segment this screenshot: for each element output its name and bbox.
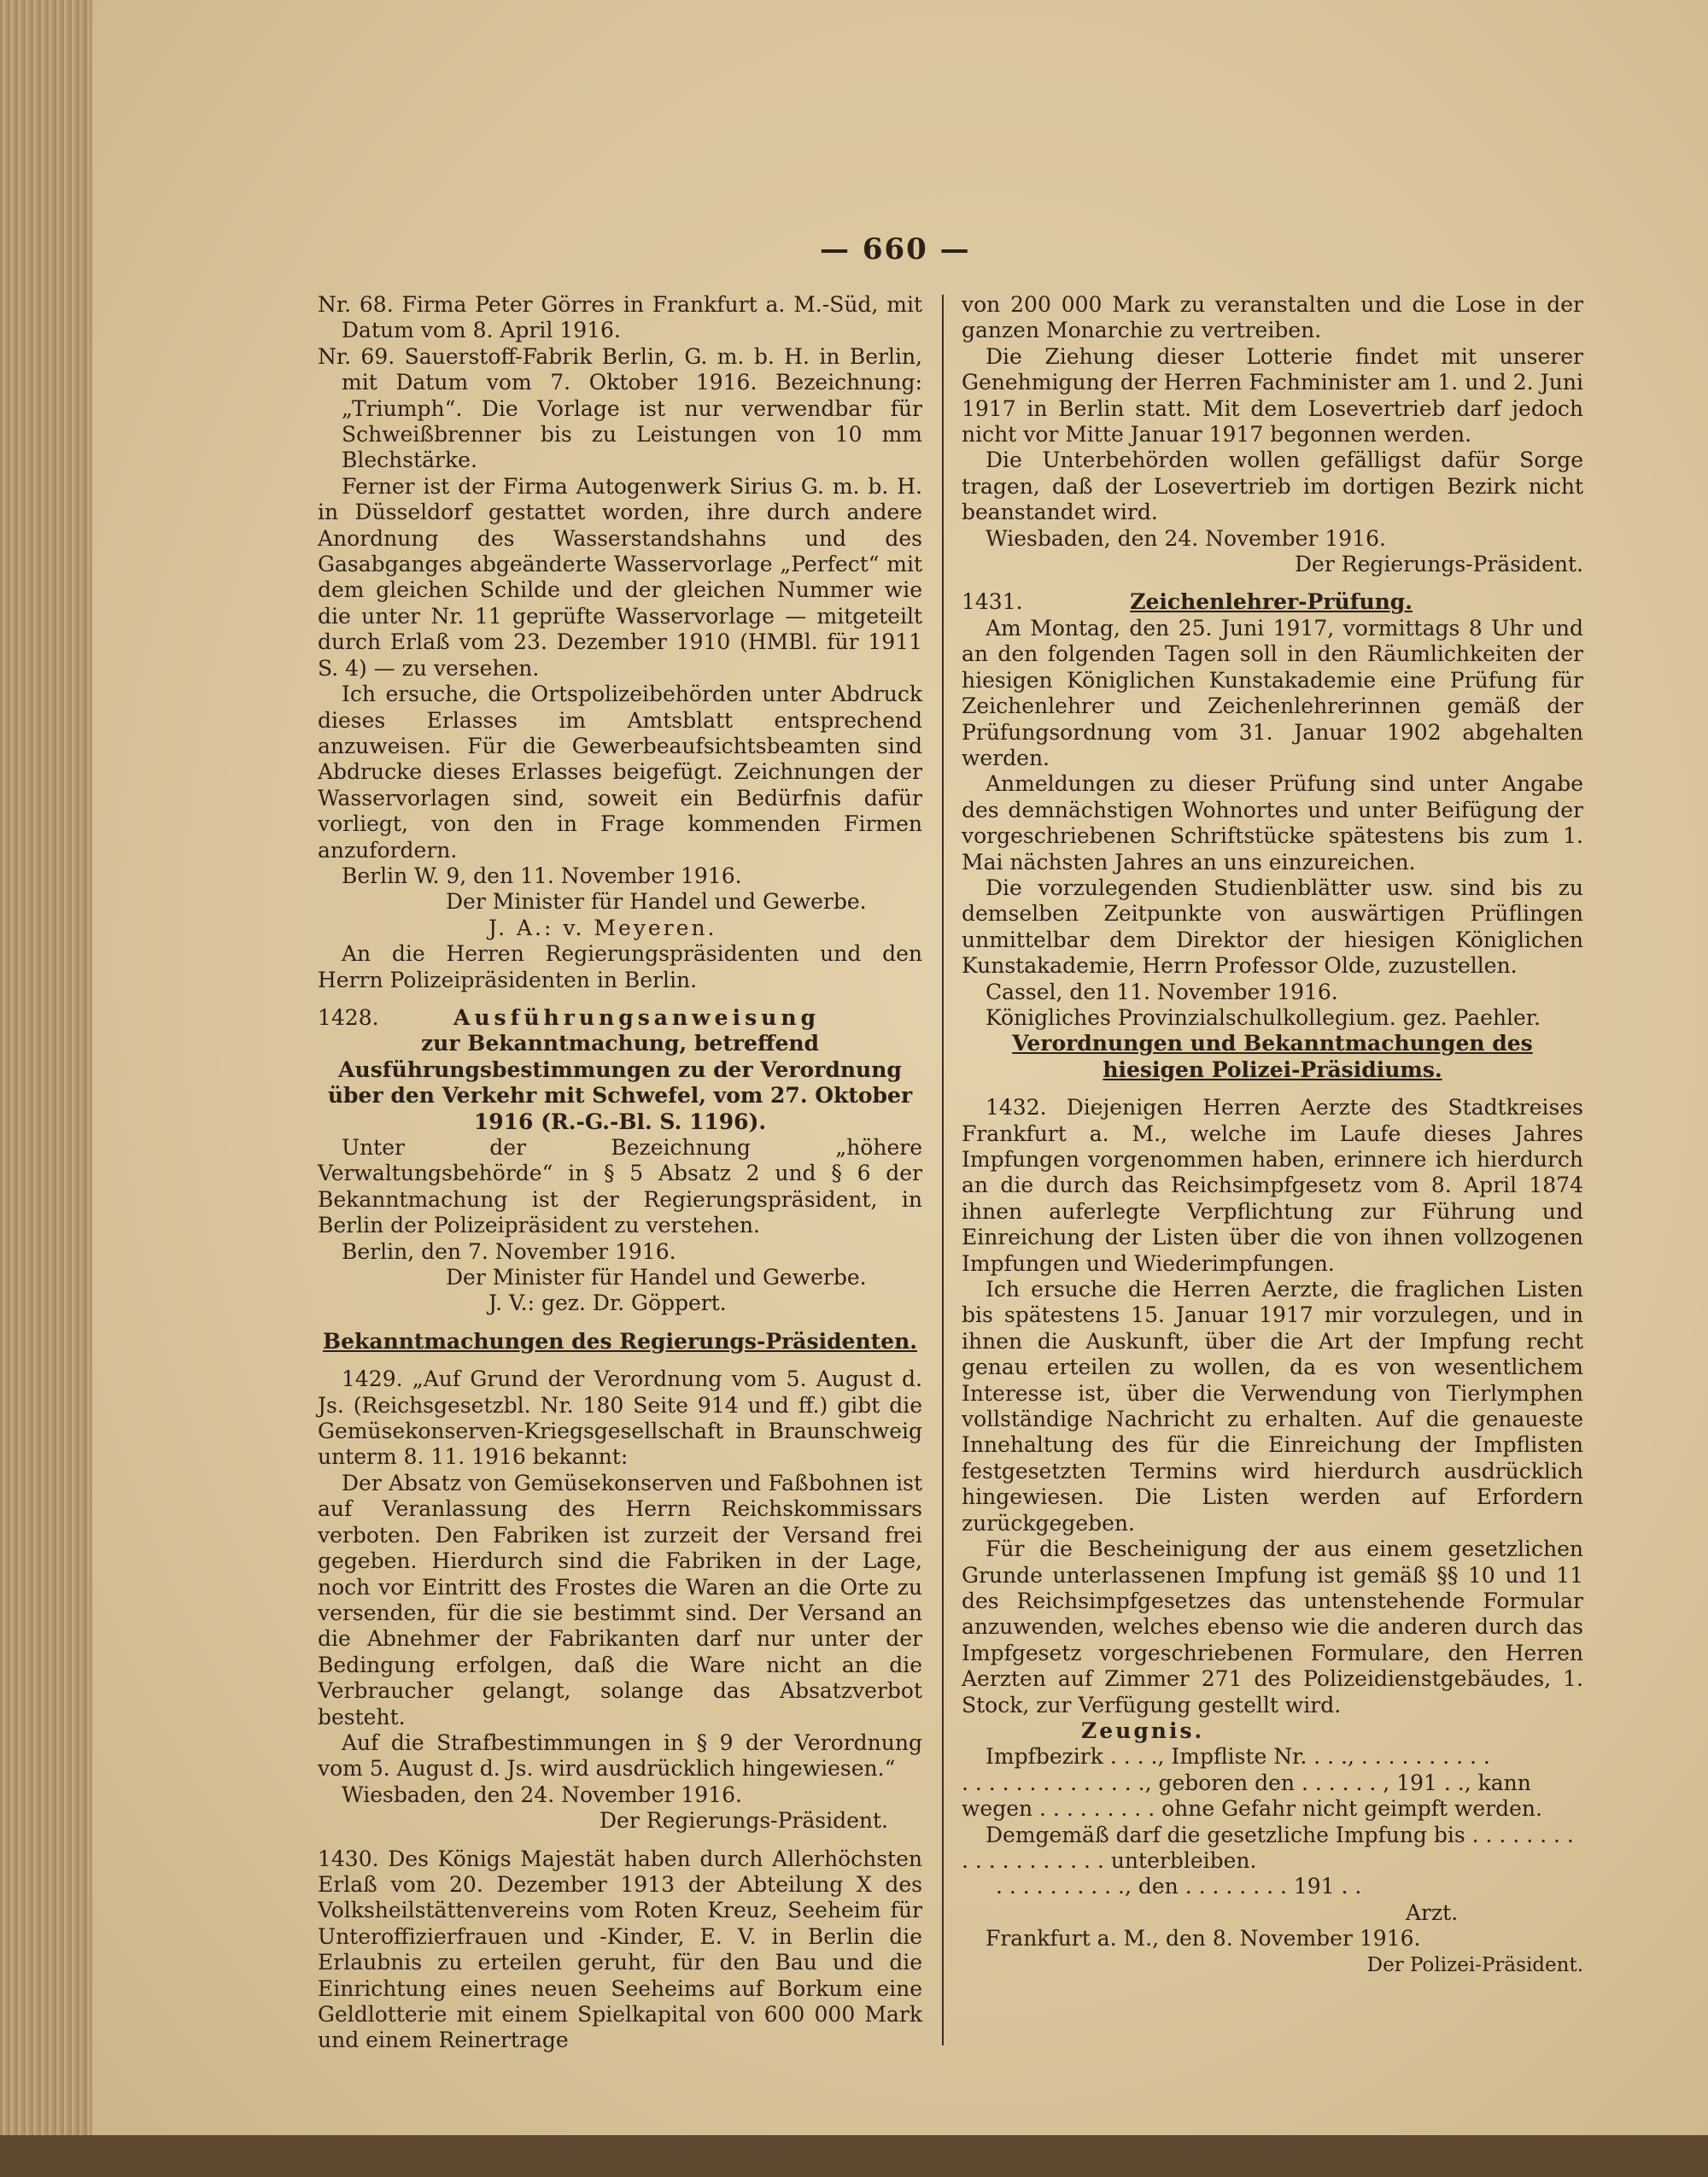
- column-divider: [942, 295, 944, 2045]
- item-heading: Ausführungsanweisung: [453, 1004, 820, 1030]
- paragraph: Auf die Strafbestimmungen in § 9 der Verordnung vom 5. August d. Js. wird ausdrücklich hingewiesen.“: [318, 1729, 922, 1782]
- signature: Der Regierungs-Präsident.: [600, 1808, 888, 1834]
- form-line: Arzt.: [1406, 1899, 1459, 1925]
- section-heading: Bekanntmachungen des Regierungs-Präsidenten.: [323, 1328, 917, 1354]
- paragraph: 1429. „Auf Grund der Verordnung vom 5. August d. Js. (Reichsgesetzbl. Nr. 180 Seite 914 und ff.) gibt die Gemüsekonserven-Kriegsgesellschaft in Braunschweig unterm 8. 11. 1916 bekannt:: [318, 1366, 922, 1470]
- page-number: — 660 —: [820, 232, 971, 266]
- paragraph: Ich ersuche die Herren Aerzte, die fraglichen Listen bis spätestens 15. Januar 1917 mir vorzulegen, und in ihnen die Auskunft, über die Art der Impfung recht genau erteilen zu wollen, da es von wesentlichem Interesse ist, über die Verwendung von Tierlymphen vollständige Nachricht zu erhalten. Auf die genaueste Innehaltung des für die Einreichung der Impflisten festgesetzten Termins wird hierdurch ausdrücklich hingewiesen. Die Listen werden auf Erfordern zurückgegeben.: [962, 1277, 1583, 1536]
- paragraph: Unter der Bezeichnung „höhere Verwaltungsbehörde“ in § 5 Absatz 2 und § 6 der Bekanntmachung ist der Regierungspräsident, in Berlin der Polizeipräsident zu verstehen.: [318, 1135, 922, 1238]
- section-heading-1431: [962, 589, 1583, 615]
- signature: Der Polizei-Präsident.: [1366, 1953, 1583, 1976]
- dateline: Wiesbaden, den 24. November 1916.: [342, 1782, 742, 1807]
- signature: Der Minister für Handel und Gewerbe.: [446, 1265, 867, 1290]
- dateline: Frankfurt a. M., den 8. November 1916.: [986, 1926, 1421, 1952]
- list-item: Nr. 68. Firma Peter Görres in Frankfurt a. M.-Süd, mit Datum vom 8. April 1916.: [318, 292, 922, 343]
- address-line: An die Herren Regierungspräsidenten und den Herrn Polizeipräsidenten in Berlin.: [318, 941, 922, 992]
- item-number: 1431.: [962, 589, 1023, 615]
- item-number: 1428.: [318, 1004, 379, 1030]
- paragraph: Anmeldungen zu dieser Prüfung sind unter Angabe des demnächstigen Wohnortes und unter Beifügung der vorgeschriebenen Schriftstücke spätestens bis zum 1. Mai nächsten Jahres an uns einzureichen.: [962, 771, 1583, 875]
- section-heading-1428: [318, 1005, 922, 1031]
- paragraph: 1430. Des Königs Majestät haben durch Allerhöchsten Erlaß vom 20. Dezember 1913 der Abteilung X des Volksheilstättenvereins vom Roten Kreuz, Seeheim für Unteroffizierfrauen und -Kinder, E. V. in Berlin die Erlaubnis zu erteilen geruht, für den Bau und die Einrichtung eines neuen Seeheims auf Borkum eine Geldlotterie mit einem Spielkapital von 600 000 Mark und einem Reinertrage: [318, 1846, 922, 2053]
- form-line: Demgemäß darf die gesetzliche Impfung bis . . . . . . . .: [986, 1822, 1574, 1847]
- left-column: [318, 292, 922, 2054]
- scan-background: [0, 2135, 1708, 2177]
- paragraph: Ferner ist der Firma Autogenwerk Sirius G. m. b. H. in Düsseldorf gestattet worden, ihre durch andere Anordnung des Wasserstandshahns und des Gasabganges abgeänderte Wasservorlage „Perfect“ mit dem gleichen Schilde und der gleichen Nummer wie die unter Nr. 11 geprüfte Wasservorlage — mitgeteilt durch Erlaß vom 23. Dezember 1910 (HMBl. für 1911 S. 4) — zu versehen.: [318, 473, 922, 681]
- certificate-form: [962, 1718, 1583, 1926]
- item-subheading: zur Bekanntmachung, betreffend Ausführungsbestimmungen zu der Verordnung über den Verkehr mit Schwefel, vom 27. Oktober 1916 (R.-G.-Bl. S. 1196).: [327, 1031, 913, 1134]
- form-line: . . . . . . . . . ., den . . . . . . . . 191 . .: [996, 1874, 1362, 1899]
- signature: Der Minister für Handel und Gewerbe.: [446, 889, 867, 915]
- paragraph: Der Absatz von Gemüsekonserven und Faßbohnen ist auf Veranlassung des Herrn Reichskommissars verboten. Den Fabriken ist zurzeit der Versand frei gegeben. Hierdurch sind die Fabriken in der Lage, noch vor Eintritt des Frostes die Waren an die Orte zu versenden, für die sie bestimmt sind. Der Versand an die Abnehmer der Fabrikanten darf nur unter der Bedingung erfolgen, daß die Ware nicht an die Verbraucher gelangt, solange das Absatzverbot besteht.: [318, 1470, 922, 1729]
- item-heading: Zeichenlehrer-Prüfung.: [1130, 589, 1413, 615]
- dateline: Wiesbaden, den 24. November 1916.: [986, 525, 1386, 551]
- signature: Königliches Provinzialschulkollegium. gez. Paehler.: [986, 1004, 1541, 1030]
- paragraph: 1432. Diejenigen Herren Aerzte des Stadtkreises Frankfurt a. M., welche im Laufe dieses Jahres Impfungen vorgenommen haben, erinnere ich hierdurch an die durch das Reichsimpfgesetz vom 8. April 1874 ihnen auferlegte Verpflichtung zur Führung und Einreichung der Listen über die von ihnen vollzogenen Impfungen und Wiederimpfungen.: [962, 1095, 1583, 1276]
- paragraph: von 200 000 Mark zu veranstalten und die Lose in der ganzen Monarchie zu vertreiben.: [962, 292, 1583, 343]
- dateline: Berlin, den 7. November 1916.: [342, 1238, 676, 1264]
- signature: Der Regierungs-Präsident.: [1295, 552, 1583, 577]
- form-title: Zeugnis.: [1081, 1718, 1205, 1743]
- right-column: [962, 292, 1583, 1978]
- paragraph: Die Ziehung dieser Lotterie findet mit unserer Genehmigung der Herren Fachminister am 1. und 2. Juni 1917 in Berlin statt. Mit dem Losevertrieb darf jedoch nicht vor Mitte Januar 1917 begonnen werden.: [962, 343, 1583, 448]
- signature: J. A.: v. Meyeren.: [488, 915, 717, 940]
- book-page-edge: [0, 0, 92, 2177]
- signature: J. V.: gez. Dr. Göppert.: [488, 1290, 727, 1316]
- paragraph: Am Montag, den 25. Juni 1917, vormittags 8 Uhr und an den folgenden Tagen soll in den Räumlichkeiten der hiesigen Königlichen Kunstakademie eine Prüfung für Zeichenlehrer und Zeichenlehrerinnen gemäß der Prüfungsordnung vom 31. Januar 1902 abgehalten werden.: [962, 615, 1583, 770]
- paragraph: Die vorzulegenden Studienblätter usw. sind bis zu demselben Zeitpunkte von auswärtigen Prüflingen unmittelbar dem Direktor der hiesigen Königlichen Kunstakademie, Herrn Professor Olde, zuzustellen.: [962, 875, 1583, 979]
- list-item: Nr. 69. Sauerstoff-Fabrik Berlin, G. m. b. H. in Berlin, mit Datum vom 7. Oktober 1916. Bezeichnung: „Triumph“. Die Vorlage ist nur verwendbar für Schweißbrenner bis zu Leistungen von 10 mm Blechstärke.: [318, 343, 922, 473]
- dateline: Cassel, den 11. November 1916.: [986, 979, 1338, 1004]
- paragraph: Ich ersuche, die Ortspolizeibehörden unter Abdruck dieses Erlasses im Amtsblatt entsprechend anzuweisen. Für die Gewerbeaufsichtsbeamten sind Abdrucke dieses Erlasses beigefügt. Zeichnungen der Wasservorlagen sind, soweit ein Bedürfnis dafür vorliegt, von den in Frage kommenden Firmen anzufordern.: [318, 682, 922, 863]
- paragraph: Die Unterbehörden wollen gefälligst dafür Sorge tragen, daß der Losevertrieb im dortigen Bezirk nicht beanstandet wird.: [962, 448, 1583, 525]
- form-line: wegen . . . . . . . . . ohne Gefahr nicht geimpft werden.: [962, 1796, 1542, 1822]
- section-heading: Verordnungen und Bekanntmachungen des hiesigen Polizei-Präsidiums.: [1012, 1031, 1533, 1082]
- paragraph: Für die Bescheinigung der aus einem gesetzlichen Grunde unterlassenen Impfung ist gemäß §§ 10 und 11 des Reichsimpfgesetzes das untenstehende Formular anzuwenden, welches ebenso wie die anderen durch das Impfgesetz vorgeschriebenen Formulare, den Herren Aerzten auf Zimmer 271 des Polizeidienstgebäudes, 1. Stock, zur Verfügung gestellt wird.: [962, 1536, 1583, 1718]
- form-line: . . . . . . . . . . . unterbleiben.: [962, 1847, 1257, 1873]
- dateline: Berlin W. 9, den 11. November 1916.: [342, 863, 742, 888]
- form-line: Impfbezirk . . . ., Impfliste Nr. . . ., . . . . . . . . . .: [986, 1744, 1490, 1770]
- form-line: . . . . . . . . . . . . . ., geboren den . . . . . . , 191 . ., kann: [962, 1770, 1531, 1795]
